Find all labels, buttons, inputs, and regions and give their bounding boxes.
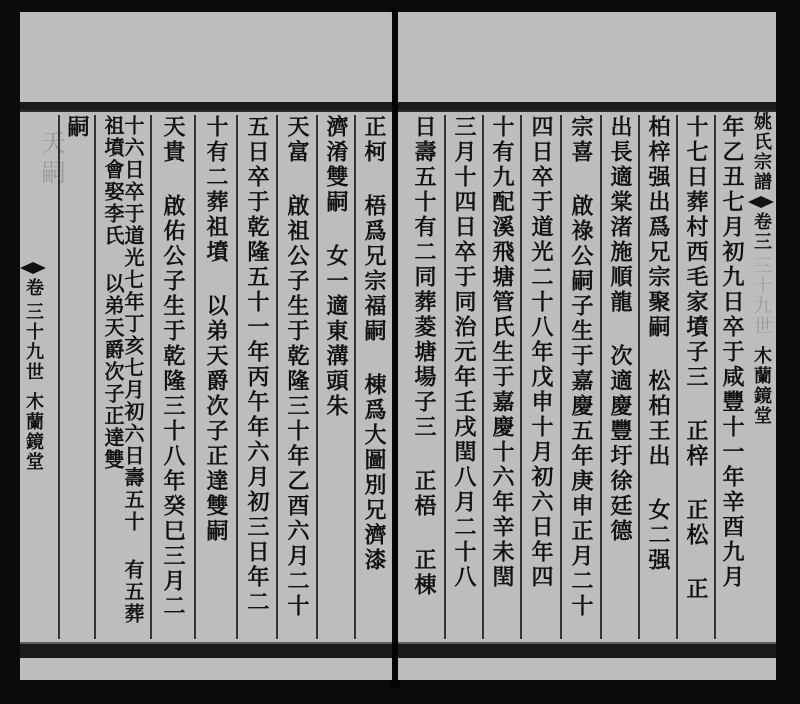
top-rule (398, 102, 776, 112)
text-column: 十有九配溪飛塘管氏生于嘉慶十六年辛未閏 (482, 115, 520, 639)
bottom-rule (398, 642, 776, 658)
text-column: 三月十四日卒于同治元年壬戌閏八月二十八 (444, 115, 482, 639)
text-column: 柏梓强出爲兄宗聚嗣 松柏王出 女二强 (638, 115, 676, 639)
spine-hall: 木蘭鏡堂 (751, 346, 772, 426)
spine-hall: 木蘭鏡堂 (23, 392, 44, 472)
spine-generation: 三十九世 (23, 302, 44, 382)
top-rule (20, 102, 392, 112)
left-page (20, 12, 392, 680)
bottom-rule (20, 642, 392, 658)
text-column: 十七日葬村西毛家墳子三 正梓 正松 正 (676, 115, 714, 639)
spine-volume: 卷 (23, 278, 44, 298)
right-spine-label (748, 108, 774, 648)
text-column: 天貴 啟佑公子生于乾隆三十八年癸巳三月二 (150, 115, 194, 639)
text-column: 宗喜 啟祿公嗣子生于嘉慶五年庚申正月二十 (560, 115, 600, 639)
text-column: 四日卒于道光二十八年戊申十月初六日年四 (520, 115, 560, 639)
text-column: 天富 啟祖公子生于乾隆三十年乙酉六月二十 (276, 115, 316, 639)
spine-generation: 三十九世 (751, 256, 772, 336)
text-column: 出長適棠渚施順龍 次適慶豐圩徐廷德 (600, 115, 638, 639)
text-column: 年乙丑七月初九日卒于咸豐十一年辛酉九月 (714, 115, 748, 639)
fish-tail-icon (20, 262, 46, 274)
text-column: 十六日卒于道光七年丁亥七月初六日壽五十 有五葬祖墳會娶李氏 以弟天爵次子正達雙 (94, 115, 150, 639)
text-column: 五日卒于乾隆五十一年丙午年六月初三日年二 (236, 115, 276, 639)
spine-volume: 卷三 (751, 212, 772, 252)
left-spine-label (20, 262, 46, 622)
text-column: 日壽五十有二同葬菱塘場子三 正梧 正棟 (411, 115, 437, 598)
fish-tail-icon (748, 196, 774, 208)
text-column: 嗣 (58, 115, 94, 639)
spine-title: 姚氏宗譜 (751, 112, 772, 192)
text-column: 十有二葬祖墳 以弟天爵次子正達雙嗣 (194, 115, 236, 639)
right-page (398, 12, 776, 680)
text-column: 正柯 梧爲兄宗福嗣 棟爲大圖別兄濟漆 (354, 115, 392, 639)
text-column: 濟淆雙嗣 女一適東溝頭朱 (316, 115, 354, 639)
left-margin-fragment: 天嗣 (37, 130, 65, 190)
